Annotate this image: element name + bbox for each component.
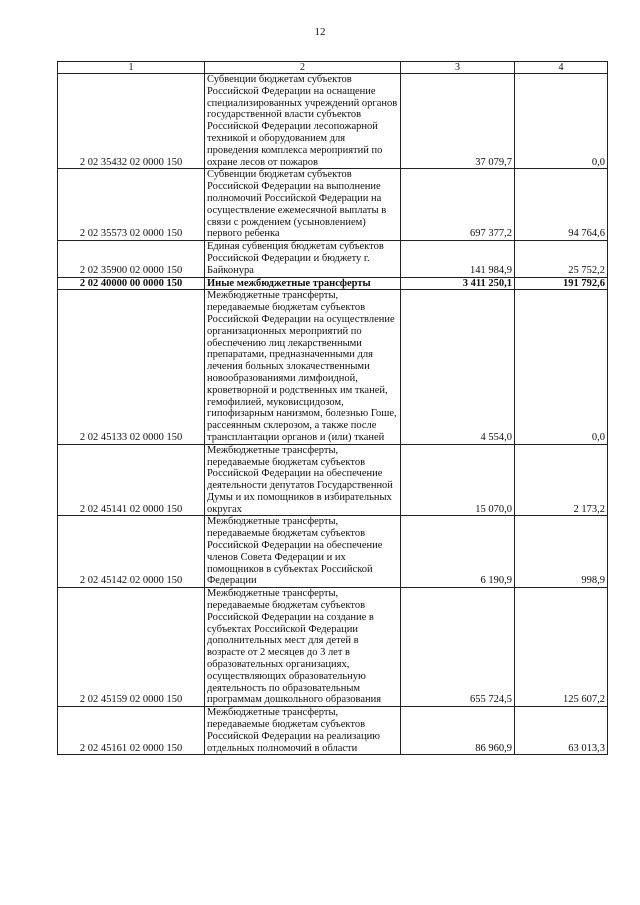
table-row: [58, 277, 608, 290]
table-row: [58, 241, 608, 277]
row-value-col4: 0,0: [515, 74, 608, 169]
row-value-col3: 37 079,7: [401, 74, 515, 169]
row-value-col4: 94 764,6: [515, 169, 608, 241]
row-code: 2 02 40000 00 0000 150: [58, 277, 205, 290]
row-code: 2 02 35900 02 0000 150: [58, 241, 205, 277]
row-description: Единая субвенция бюджетам субъектов Российской Федерации и бюджету г. Байконура: [205, 241, 401, 277]
row-value-col3: 3 411 250,1: [401, 277, 515, 290]
column-header-2: 2: [205, 62, 401, 74]
row-value-col3: 15 070,0: [401, 444, 515, 516]
row-value-col3: 655 724,5: [401, 588, 515, 707]
row-description: Субвенции бюджетам субъектов Российской Федерации на оснащение специализированных учреждений органов государственной власти субъектов Российской Федерации лесопожарной техникой и оборудованием для проведения комплекса мероприятий по охране лесов от пожаров: [205, 74, 401, 169]
row-code: 2 02 45141 02 0000 150: [58, 444, 205, 516]
row-code: 2 02 35432 02 0000 150: [58, 74, 205, 169]
row-code: 2 02 35573 02 0000 150: [58, 169, 205, 241]
table-row: [58, 707, 608, 755]
page-number: 12: [314, 26, 326, 38]
row-description: Межбюджетные трансферты, передаваемые бюджетам субъектов Российской Федерации на реализацию отдельных полномочий в области: [205, 707, 401, 755]
column-header-3: 3: [401, 62, 515, 74]
row-description: Иные межбюджетные трансферты: [205, 277, 401, 290]
row-value-col3: 4 554,0: [401, 290, 515, 444]
row-code: 2 02 45159 02 0000 150: [58, 588, 205, 707]
table-row: [58, 169, 608, 241]
row-description: Межбюджетные трансферты, передаваемые бюджетам субъектов Российской Федерации на обеспечение деятельности депутатов Государственной Думы и их помощников в избирательных округах: [205, 444, 401, 516]
column-header-1: 1: [58, 62, 205, 74]
table-row: [58, 444, 608, 516]
row-description: Субвенции бюджетам субъектов Российской Федерации на выполнение полномочий Российской Федерации на осуществление ежемесячной выплаты в связи с рождением (усыновлением) первого ребенка: [205, 169, 401, 241]
row-value-col3: 86 960,9: [401, 707, 515, 755]
row-code: 2 02 45142 02 0000 150: [58, 516, 205, 588]
row-value-col4: 63 013,3: [515, 707, 608, 755]
row-value-col4: 125 607,2: [515, 588, 608, 707]
row-value-col4: 25 752,2: [515, 241, 608, 277]
table-row: [58, 290, 608, 444]
row-value-col4: 0,0: [515, 290, 608, 444]
row-description: Межбюджетные трансферты, передаваемые бюджетам субъектов Российской Федерации на создание в субъектах Российской Федерации дополнительных мест для детей в возрасте от 2 месяцев до 3 лет в образовательных организациях, осуществляющих образовательную деятельность по образовательным программам дошкольного образования: [205, 588, 401, 707]
budget-table: [57, 61, 608, 755]
row-description: Межбюджетные трансферты, передаваемые бюджетам субъектов Российской Федерации на обеспечение членов Совета Федерации и их помощников в субъектах Российской Федерации: [205, 516, 401, 588]
row-value-col4: 2 173,2: [515, 444, 608, 516]
row-value-col4: 998,9: [515, 516, 608, 588]
table-row: [58, 74, 608, 169]
row-description: Межбюджетные трансферты, передаваемые бюджетам субъектов Российской Федерации на осуществление организационных мероприятий по обеспечению лиц лекарственными препаратами, предназначенными для лечения больных злокачественными новообразованиями лимфоидной, кроветворной и родственных им тканей, гемофилией, муковисцидозом, гипофизарным нанизмом, болезнью Гоше, рассеянным склерозом, а также после трансплантации органов и (или) тканей: [205, 290, 401, 444]
table-row: [58, 588, 608, 707]
row-code: 2 02 45161 02 0000 150: [58, 707, 205, 755]
row-value-col3: 697 377,2: [401, 169, 515, 241]
column-header-4: 4: [515, 62, 608, 74]
row-code: 2 02 45133 02 0000 150: [58, 290, 205, 444]
table-header-row: [58, 62, 608, 74]
table-row: [58, 516, 608, 588]
row-value-col4: 191 792,6: [515, 277, 608, 290]
row-value-col3: 141 984,9: [401, 241, 515, 277]
row-value-col3: 6 190,9: [401, 516, 515, 588]
